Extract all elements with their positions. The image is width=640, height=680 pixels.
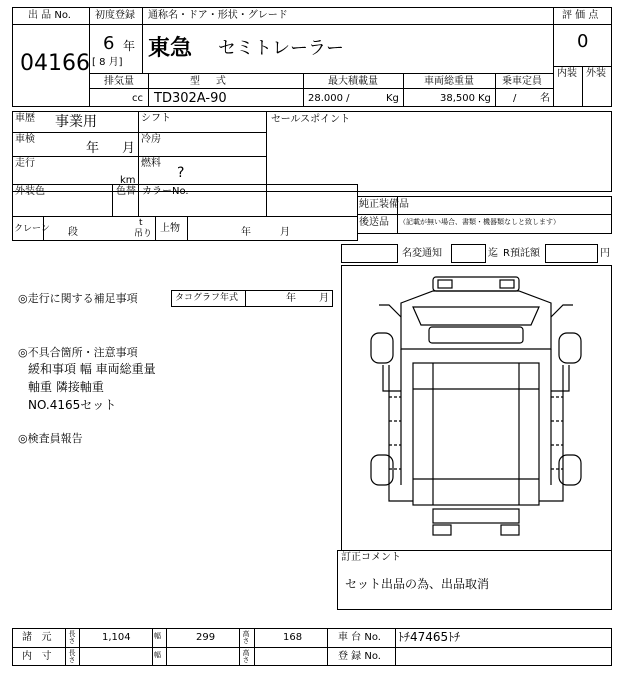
deposit-input [451, 244, 486, 263]
documents-label: 後送品 [359, 217, 389, 228]
first-registration-year: 6 [103, 33, 115, 54]
max-load: 28.000 / [308, 93, 350, 104]
height-label: 高さ [242, 630, 250, 644]
maker-name: 東急 [148, 36, 193, 61]
aircon-label: 冷房 [141, 134, 161, 145]
inspection-month-unit: 月 [122, 141, 136, 156]
dimensions-label: 諸 元 [22, 632, 52, 643]
gross-weight-unit: Kg [478, 93, 491, 104]
running-notes-label: ◎走行に関する補足事項 [18, 292, 138, 305]
score-value: 0 [577, 31, 589, 52]
defect-line-2: 軸重 隣接軸重 [28, 380, 104, 394]
defect-line-1: 緩和事項 幅 車両総重量 [28, 362, 156, 376]
crane-t-unit: t [139, 218, 143, 228]
plate-value: ﾄﾁ47465ﾄﾁ [398, 630, 461, 644]
length-label: 長さ [68, 630, 76, 644]
length-value: 1,104 [102, 632, 131, 643]
displacement-label: 排気量 [104, 76, 134, 87]
model-name: セミトレーラー [218, 38, 344, 59]
interior-width-label: 幅 [154, 651, 161, 659]
model-name-label: 通称名・ドア・形状・グレード [148, 10, 288, 21]
interior-height-label: 高さ [242, 649, 250, 663]
vehicle-history: 事業用 [55, 114, 97, 130]
crane-hang-unit: 吊り [134, 229, 153, 239]
registration-label: 登 録 No. [338, 651, 381, 662]
inspection-label: 車検 [15, 134, 35, 145]
tachograph-month-unit: 月 [319, 293, 329, 304]
plate-label: 車 台 No. [338, 632, 381, 643]
body-mount-month-unit: 月 [280, 227, 290, 238]
gross-weight-label: 車両総重量 [424, 76, 474, 87]
capacity-unit: 名 [540, 93, 550, 104]
model-type-label: 型 式 [190, 76, 226, 87]
genuine-equipment-label: 純正装備品 [359, 199, 409, 210]
capacity: / [513, 93, 517, 104]
height-value: 168 [283, 632, 303, 643]
mileage-label: 走行 [15, 158, 35, 169]
width-label: 幅 [154, 632, 161, 640]
max-load-unit: Kg [386, 93, 399, 104]
defect-line-3: NO.4165セット [28, 398, 117, 412]
first-registration-month: [ 8 月] [92, 57, 123, 68]
tachograph-year-unit: 年 [286, 293, 296, 304]
color-no-label: 色替 [116, 186, 136, 197]
body-mount-label: 上物 [160, 223, 180, 234]
vehicle-diagram [341, 265, 612, 551]
color-code-label: カラーNo. [142, 186, 189, 197]
max-load-label: 最大積載量 [328, 76, 378, 87]
name-change-label: 名変通知 [402, 248, 442, 259]
mileage-unit: km [120, 175, 136, 186]
name-change-input [341, 244, 398, 263]
crane-stage-unit: 段 [68, 227, 78, 238]
shift-label: シフト [141, 113, 171, 124]
recycle-input [545, 244, 598, 263]
crane-label: クレーン [14, 224, 50, 234]
fuel-label: 燃料 [141, 158, 161, 169]
documents-note: （記載が無い場合、書類・機器類なしと致します） [399, 218, 560, 226]
correction-label: 訂正コメント [341, 552, 401, 563]
exterior-score-label: 外装 [586, 68, 606, 79]
tachograph-label: タコグラフ年式 [175, 293, 239, 303]
model-type: TD302A-90 [154, 91, 227, 106]
lot-number: 04166 [20, 51, 90, 76]
yen-unit: 円 [600, 248, 610, 259]
deposit-label: 迄 [488, 248, 498, 259]
vehicle-history-label: 車歴 [15, 113, 35, 124]
displacement-unit: cc [132, 93, 143, 104]
recycle-label: R預託額 [503, 248, 540, 259]
defects-label: ◎不具合箇所・注意事項 [18, 346, 138, 359]
fuel-value: ? [177, 165, 185, 181]
body-mount-year-unit: 年 [241, 227, 251, 238]
score-label: 評 価 点 [562, 10, 599, 21]
sales-point-label: セールスポイント [271, 114, 351, 125]
capacity-label: 乗車定員 [502, 76, 542, 87]
lot-number-label: 出 品 No. [28, 10, 71, 21]
inspector-report-label: ◎検査員報告 [18, 432, 83, 445]
correction-text: セット出品の為、出品取消 [345, 577, 490, 591]
first-registration-label: 初度登録 [95, 10, 135, 21]
inspection-year-unit: 年 [86, 141, 100, 156]
exterior-color-label: 外装色 [15, 186, 45, 197]
width-value: 299 [196, 632, 216, 643]
crane-box [12, 216, 358, 241]
interior-length-label: 長さ [68, 649, 76, 663]
gross-weight: 38,500 [440, 93, 475, 104]
interior-dims-label: 内 寸 [22, 651, 52, 662]
interior-score-label: 内装 [557, 68, 577, 79]
year-unit: 年 [123, 39, 136, 53]
